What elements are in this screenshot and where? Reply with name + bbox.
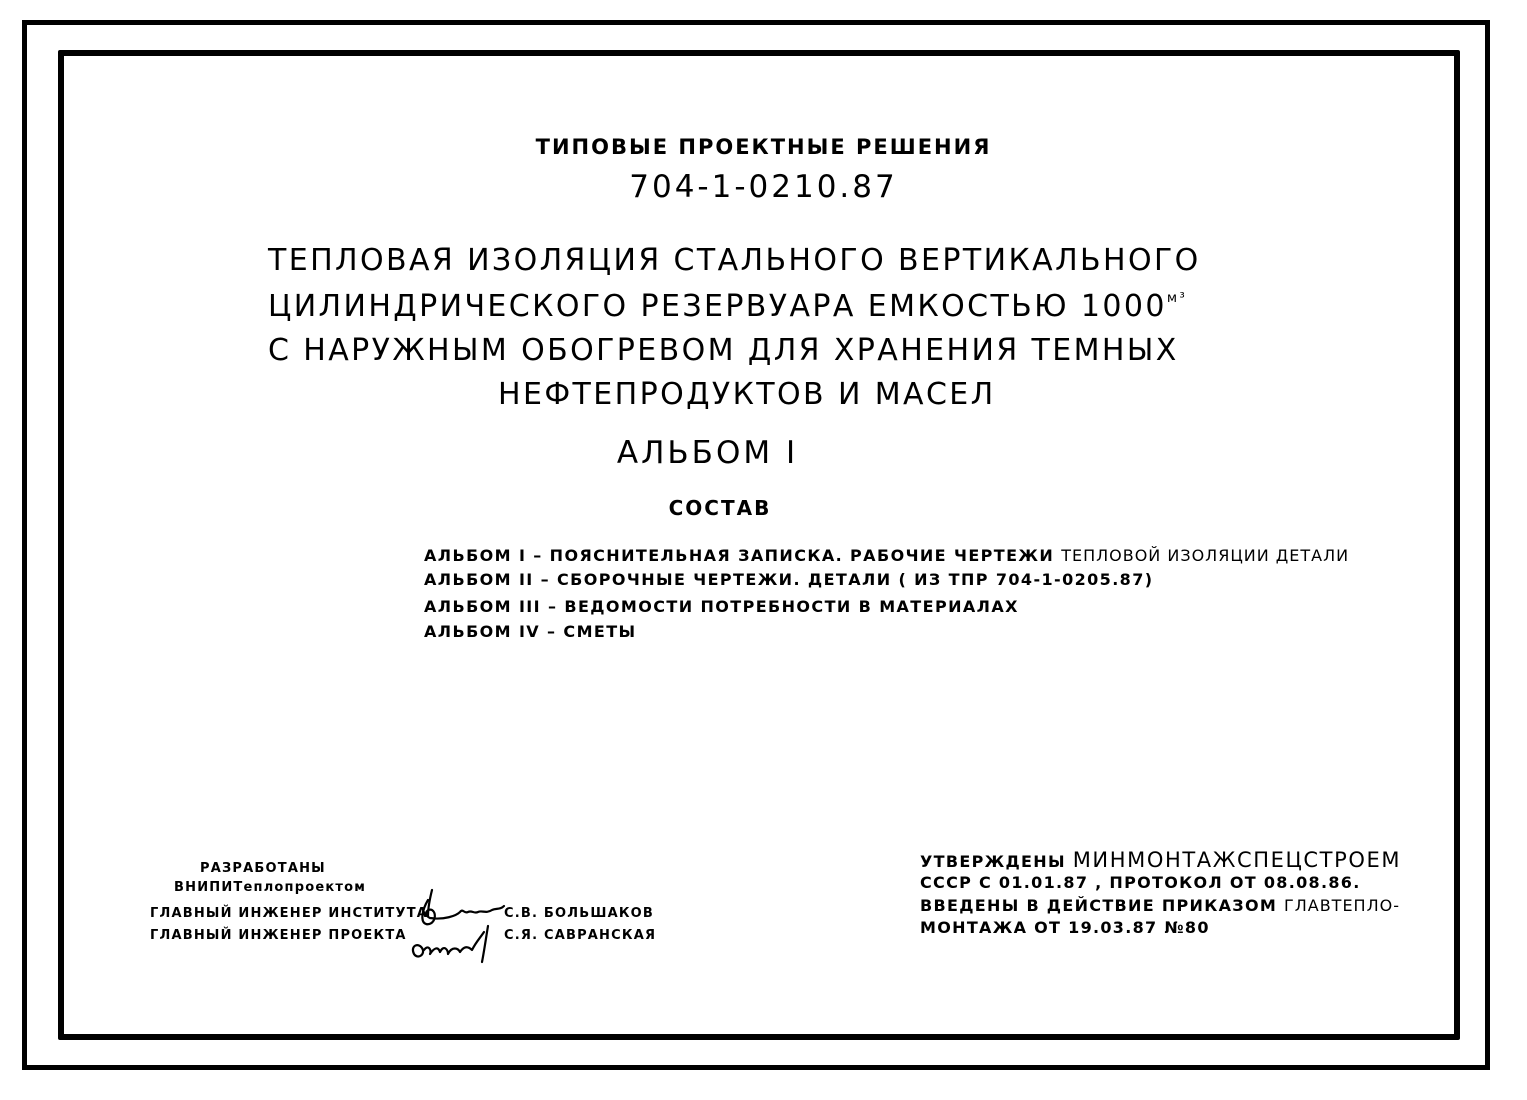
- title-line-4: НЕФТЕПРОДУКТОВ И МАСЕЛ: [498, 377, 996, 412]
- title-line-2-unit: м³: [1166, 290, 1188, 306]
- contents-item-4: АЛЬБОМ IV – СМЕТЫ: [424, 622, 637, 641]
- approval-label: УТВЕРЖДЕНЫ: [920, 852, 1066, 871]
- approval-line-4: МОНТАЖА ОТ 19.03.87 №80: [920, 918, 1210, 937]
- chief-engineer-institute-label: ГЛАВНЫЙ ИНЖЕНЕР ИНСТИТУТА: [150, 906, 429, 921]
- title-line-2-text: ЦИЛИНДРИЧЕСКОГО РЕЗЕРВУАРА ЕМКОСТЬЮ 1000: [268, 289, 1167, 324]
- title-line-1: ТЕПЛОВАЯ ИЗОЛЯЦИЯ СТАЛЬНОГО ВЕРТИКАЛЬНОГО: [268, 243, 1201, 278]
- title-line-2: [268, 289, 1188, 324]
- title-line-3: С НАРУЖНЫМ ОБОГРЕВОМ ДЛЯ ХРАНЕНИЯ ТЕМНЫХ: [268, 333, 1179, 368]
- contents-item-1-text: АЛЬБОМ I – ПОЯСНИТЕЛЬНАЯ ЗАПИСКА. РАБОЧИЕ ЧЕРТЕЖИ: [424, 546, 1055, 565]
- enactment-org: ГЛАВТЕПЛО-: [1283, 896, 1400, 915]
- approval-line-3: [920, 898, 1400, 914]
- approval-line-1: [920, 850, 1401, 871]
- contents-item-1: [424, 548, 1349, 564]
- contents-heading: СОСТАВ: [668, 496, 772, 520]
- chief-engineer-project-name: С.Я. САВРАНСКАЯ: [504, 928, 657, 943]
- contents-item-2: АЛЬБОМ II – СБОРОЧНЫЕ ЧЕРТЕЖИ. ДЕТАЛИ ( ИЗ ТПР 704-1-0205.87): [424, 570, 1154, 589]
- approval-org: МИНМОНТАЖСПЕЦСТРОЕМ: [1072, 848, 1402, 872]
- chief-engineer-institute-name: С.В. БОЛЬШАКОВ: [504, 906, 655, 921]
- series-heading: ТИПОВЫЕ ПРОЕКТНЫЕ РЕШЕНИЯ: [535, 135, 992, 159]
- contents-item-3: АЛЬБОМ III – ВЕДОМОСТИ ПОТРЕБНОСТИ В МАТЕРИАЛАХ: [424, 597, 1019, 616]
- contents-item-1-extra: ТЕПЛОВОЙ ИЗОЛЯЦИИ ДЕТАЛИ: [1061, 546, 1350, 565]
- album-number: АЛЬБОМ I: [616, 435, 799, 471]
- developed-label: РАЗРАБОТАНЫ: [200, 861, 326, 876]
- chief-engineer-project-label: ГЛАВНЫЙ ИНЖЕНЕР ПРОЕКТА: [150, 928, 407, 943]
- enactment-label: ВВЕДЕНЫ В ДЕЙСТВИЕ ПРИКАЗОМ: [920, 896, 1278, 915]
- approval-line-2: СССР С 01.01.87 , ПРОТОКОЛ ОТ 08.08.86.: [920, 873, 1361, 892]
- document-code: 704-1-0210.87: [629, 169, 898, 205]
- signature-image: [408, 880, 508, 970]
- developer-org: ВНИПИТеплопроектом: [174, 880, 367, 895]
